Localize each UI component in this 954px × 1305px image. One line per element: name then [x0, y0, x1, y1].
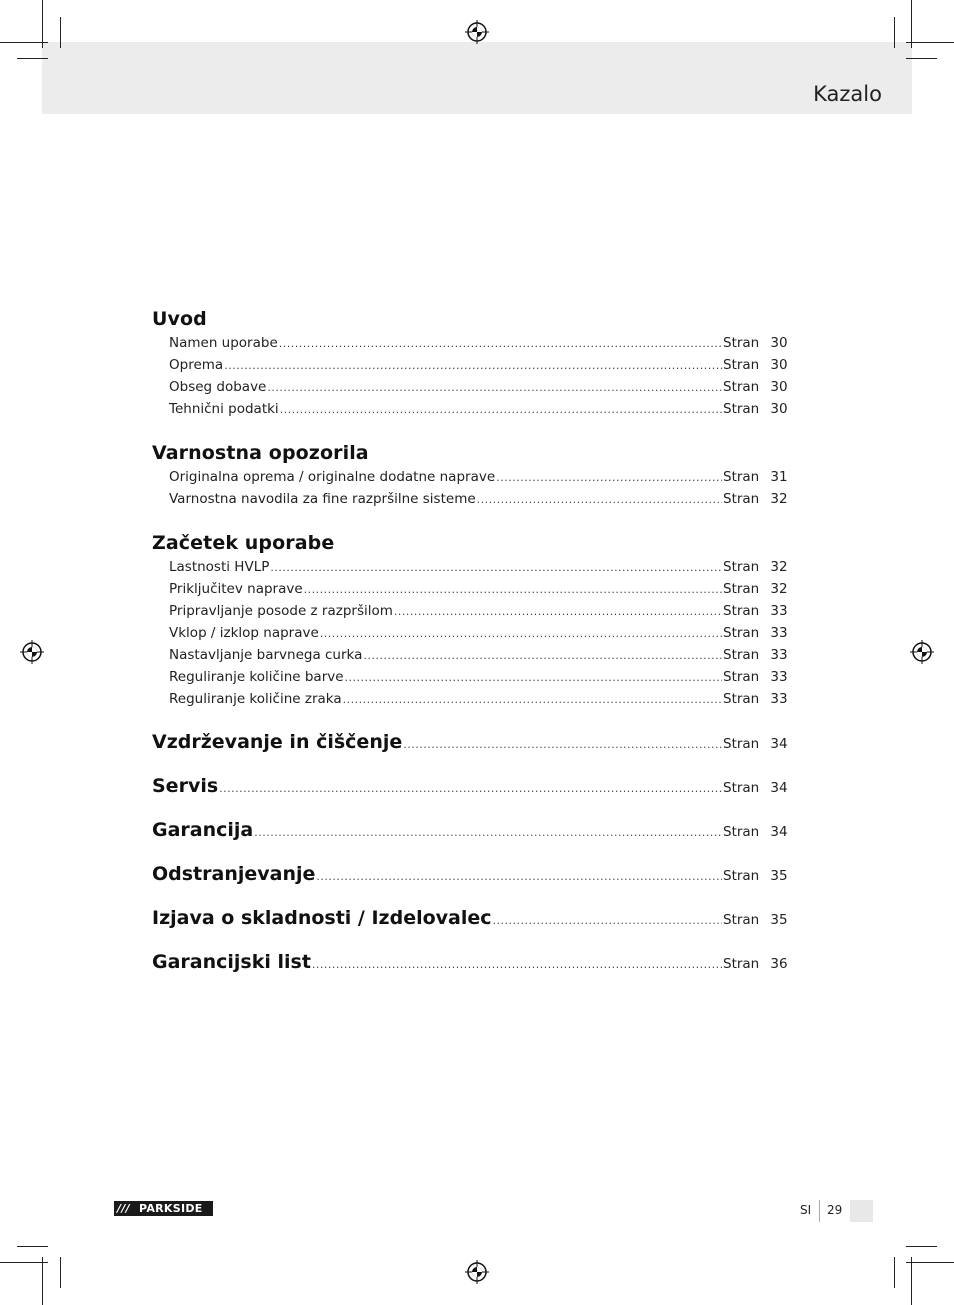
toc-top-entry[interactable] — [152, 940, 787, 984]
toc-top-entry[interactable] — [152, 720, 787, 764]
crop-mark — [60, 1257, 61, 1288]
entry-label: Odstranjevanje — [152, 863, 316, 885]
page-number: 30 — [770, 335, 788, 351]
entry-label: Oprema — [169, 357, 224, 373]
entry-label: Pripravljanje posode z razpršilom — [169, 603, 393, 619]
entry-label: Obseg dobave — [169, 379, 267, 395]
entry-label: Lastnosti HVLP — [169, 559, 270, 575]
crop-mark — [911, 0, 912, 48]
header-band — [42, 42, 912, 114]
registration-mark-icon — [20, 640, 44, 664]
dot-leader — [267, 377, 722, 399]
page-number: 31 — [770, 469, 788, 485]
brand-logo — [114, 1201, 213, 1216]
toc-section — [152, 530, 787, 710]
dot-leader — [312, 943, 722, 987]
section-title: Uvod — [152, 308, 207, 330]
page-prefix: Stran — [723, 603, 760, 619]
page-number: 32 — [770, 581, 788, 597]
section-title: Varnostna opozorila — [152, 442, 369, 464]
page-number: 35 — [770, 912, 788, 928]
section-title: Začetek uporabe — [152, 532, 335, 554]
page-prefix: Stran — [723, 691, 760, 707]
crop-mark — [906, 1262, 954, 1263]
page-prefix: Stran — [723, 912, 760, 928]
dot-leader — [394, 601, 722, 623]
page-number: 30 — [770, 379, 788, 395]
crop-mark — [42, 0, 43, 48]
page-prefix: Stran — [723, 625, 760, 641]
toc-entry[interactable] — [152, 600, 787, 622]
page-prefix: Stran — [723, 401, 760, 417]
crop-mark — [17, 58, 48, 59]
toc-entry[interactable] — [152, 666, 787, 688]
toc-entry[interactable] — [152, 488, 787, 510]
entry-label: Reguliranje količine barve — [169, 669, 344, 685]
page-number: 34 — [770, 736, 788, 752]
toc-top-entry[interactable] — [152, 808, 787, 852]
page-number: 36 — [770, 956, 788, 972]
crop-mark — [906, 42, 954, 43]
entry-label: Reguliranje količine zraka — [169, 691, 342, 707]
crop-mark — [0, 1262, 48, 1263]
crop-mark — [906, 1246, 937, 1247]
footer-divider — [819, 1200, 820, 1222]
page-prefix: Stran — [723, 956, 760, 972]
page-title: Kazalo — [813, 82, 882, 106]
entry-label: Namen uporabe — [169, 335, 278, 351]
page-prefix: Stran — [723, 379, 760, 395]
entry-label: Tehnični podatki — [169, 401, 279, 417]
toc-top-entry[interactable] — [152, 896, 787, 940]
crop-mark — [60, 17, 61, 48]
entry-label: Varnostna navodila za fine razpršilne sisteme — [169, 491, 476, 507]
dot-leader — [316, 855, 722, 899]
dot-leader — [363, 645, 722, 667]
crop-mark — [906, 58, 937, 59]
entry-label: Vzdrževanje in čiščenje — [152, 731, 403, 753]
registration-mark-icon — [465, 20, 489, 44]
page-number-footer: 29 — [827, 1203, 843, 1217]
page-number: 32 — [770, 491, 788, 507]
toc-entry[interactable] — [152, 354, 787, 376]
toc-section — [152, 440, 787, 510]
page-number: 33 — [770, 625, 788, 641]
page-prefix: Stran — [723, 824, 760, 840]
dot-leader — [477, 489, 722, 511]
page-number: 33 — [770, 691, 788, 707]
page-number: 32 — [770, 559, 788, 575]
crop-mark — [17, 1246, 48, 1247]
entry-label: Garancijski list — [152, 951, 311, 973]
crop-mark — [0, 42, 48, 43]
toc-entry[interactable] — [152, 644, 787, 666]
page-number: 30 — [770, 357, 788, 373]
dot-leader — [254, 811, 722, 855]
page-number: 35 — [770, 868, 788, 884]
page-number: 33 — [770, 603, 788, 619]
dot-leader — [403, 723, 722, 767]
brand-name: PARKSIDE — [139, 1202, 203, 1215]
page-prefix: Stran — [723, 581, 760, 597]
page-number: 33 — [770, 669, 788, 685]
page-prefix: Stran — [723, 868, 760, 884]
page-prefix: Stran — [723, 469, 760, 485]
toc-entry[interactable] — [152, 622, 787, 644]
dot-leader — [496, 467, 722, 489]
page-prefix: Stran — [723, 736, 760, 752]
page-prefix: Stran — [723, 669, 760, 685]
entry-label: Originalna oprema / originalne dodatne naprave — [169, 469, 496, 485]
toc-section — [152, 306, 787, 420]
dot-leader — [304, 579, 722, 601]
toc-entry[interactable] — [152, 688, 787, 710]
table-of-contents — [152, 306, 787, 984]
page-number: 30 — [770, 401, 788, 417]
crop-mark — [894, 17, 895, 48]
dot-leader — [345, 667, 722, 689]
entry-label: Vklop / izklop naprave — [169, 625, 319, 641]
dot-leader — [270, 557, 722, 579]
entry-label: Garancija — [152, 819, 254, 841]
page-prefix: Stran — [723, 491, 760, 507]
entry-label: Servis — [152, 775, 219, 797]
registration-mark-icon — [910, 640, 934, 664]
toc-top-entry[interactable] — [152, 764, 787, 808]
toc-entry[interactable] — [152, 466, 787, 488]
toc-entry[interactable] — [152, 556, 787, 578]
entry-label: Izjava o skladnosti / Izdelovalec — [152, 907, 492, 929]
dot-leader — [279, 333, 722, 355]
registration-mark-icon — [465, 1260, 489, 1284]
entry-label: Priključitev naprave — [169, 581, 303, 597]
footer-tab — [850, 1200, 873, 1222]
page-prefix: Stran — [723, 335, 760, 351]
language-code: SI — [800, 1203, 812, 1217]
crop-mark — [911, 1257, 912, 1305]
dot-leader — [224, 355, 722, 377]
crop-mark — [894, 1257, 895, 1288]
page-number: 34 — [770, 824, 788, 840]
toc-entry[interactable] — [152, 398, 787, 420]
entry-label: Nastavljanje barvnega curka — [169, 647, 363, 663]
crop-mark — [42, 1257, 43, 1305]
toc-top-entry[interactable] — [152, 852, 787, 896]
toc-entry[interactable] — [152, 578, 787, 600]
dot-leader — [280, 399, 722, 421]
page-prefix: Stran — [723, 780, 760, 796]
brand-mark: /// — [117, 1202, 130, 1215]
dot-leader — [343, 689, 722, 711]
page-prefix: Stran — [723, 357, 760, 373]
page-number: 34 — [770, 780, 788, 796]
dot-leader — [493, 899, 722, 943]
toc-entry[interactable] — [152, 332, 787, 354]
page-number: 33 — [770, 647, 788, 663]
toc-entry[interactable] — [152, 376, 787, 398]
page-prefix: Stran — [723, 647, 760, 663]
dot-leader — [219, 767, 722, 811]
page-prefix: Stran — [723, 559, 760, 575]
dot-leader — [320, 623, 722, 645]
